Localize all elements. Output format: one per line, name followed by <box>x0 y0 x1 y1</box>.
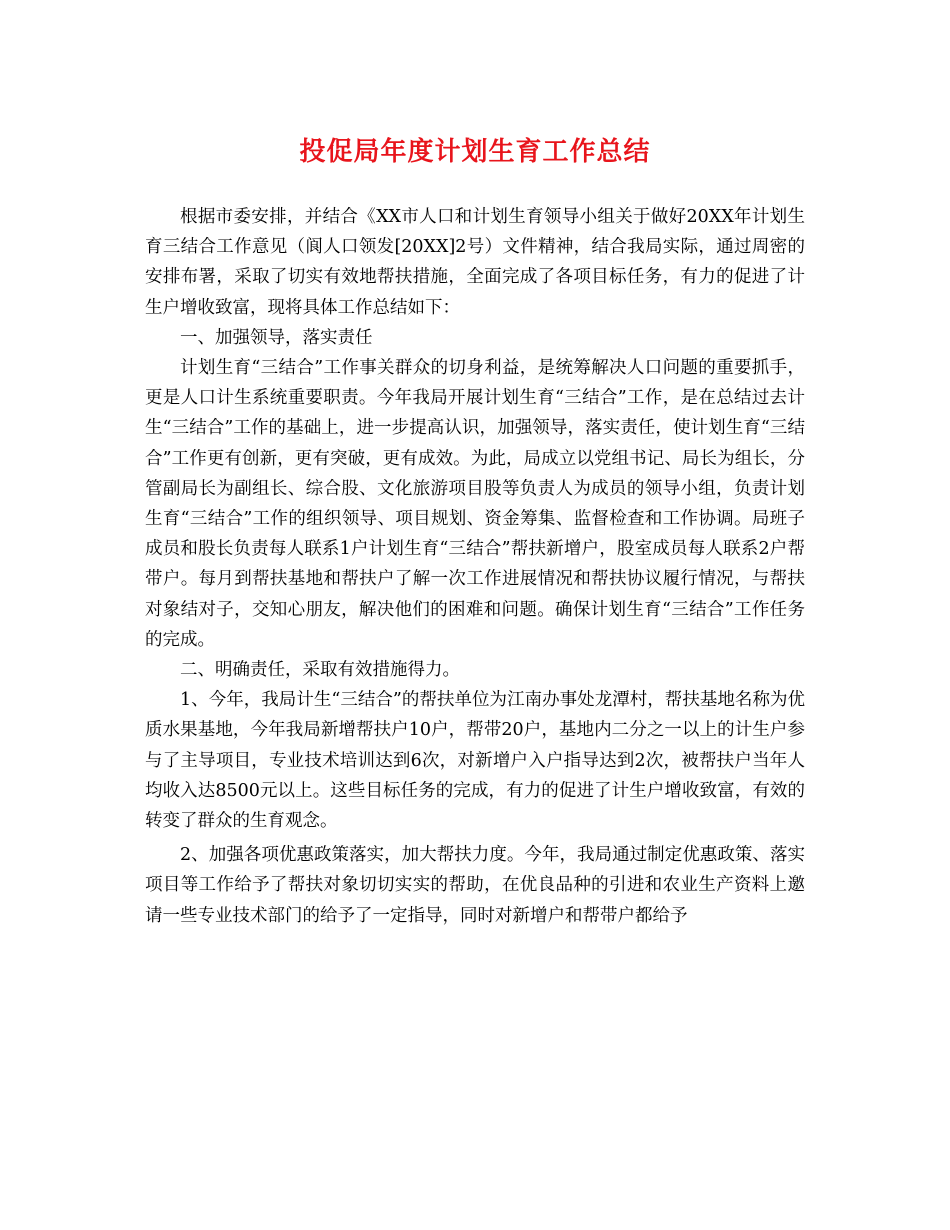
section-1-paragraph: 计划生育“三结合”工作事关群众的切身利益，是统筹解决人口问题的重要抓手，更是人口计生系统重要职责。今年我局开展计划生育“三结合”工作，是在总结过去计生“三结合”工作的基础上，进一步提高认识，加强领导，落实责任，使计划生育“三结合”工作更有创新，更有突破，更有成效。为此，局成立以党组书记、局长为组长，分管副局长为副组长、综合股、文化旅游项目股等负责人为成员的领导小组，负责计划生育“三结合”工作的组织领导、项目规划、资金筹集、监督检查和工作协调。局班子成员和股长负责每人联系1户计划生育“三结合”帮扶新增户，股室成员每人联系2户帮带户。每月到帮扶基地和帮扶户了解一次工作进展情况和帮扶协议履行情况，与帮扶对象结对子，交知心朋友，解决他们的困难和问题。确保计划生育“三结合”工作任务的完成。 <box>145 358 805 650</box>
section-heading-2: 二、明确责任，采取有效措施得力。 <box>180 660 460 681</box>
section-heading-1: 一、加强领导，落实责任 <box>180 327 373 348</box>
document-title: 投促局年度计划生育工作总结 <box>299 137 651 167</box>
document-body <box>145 202 805 931</box>
intro-paragraph: 根据市委安排，并结合《XX市人口和计划生育领导小组关于做好20XX年计划生育三结合工作意见（阆人口领发[20XX]2号）文件精神，结合我局实际，通过周密的安排布署，采取了切实有效地帮扶措施，全面完成了各项目标任务，有力的促进了计生户增收致富，现将具体工作总结如下： <box>145 207 805 318</box>
item-2-paragraph: 2、加强各项优惠政策落实，加大帮扶力度。今年，我局通过制定优惠政策、落实项目等工作给予了帮扶对象切切实实的帮助，在优良品种的引进和农业生产资料上邀请一些专业技术部门的给予了一定指导，同时对新增户和帮带户都给予 <box>145 845 805 926</box>
item-1-paragraph: 1、今年，我局计生“三结合”的帮扶单位为江南办事处龙潭村，帮扶基地名称为优质水果基地，今年我局新增帮扶户10户，帮带20户，基地内二分之一以上的计生户参与了主导项目，专业技术培训达到6次，对新增户入户指导达到2次，被帮扶户当年人均收入达8500元以上。这些目标任务的完成，有力的促进了计生户增收致富，有效的转变了群众的生育观念。 <box>145 690 805 832</box>
